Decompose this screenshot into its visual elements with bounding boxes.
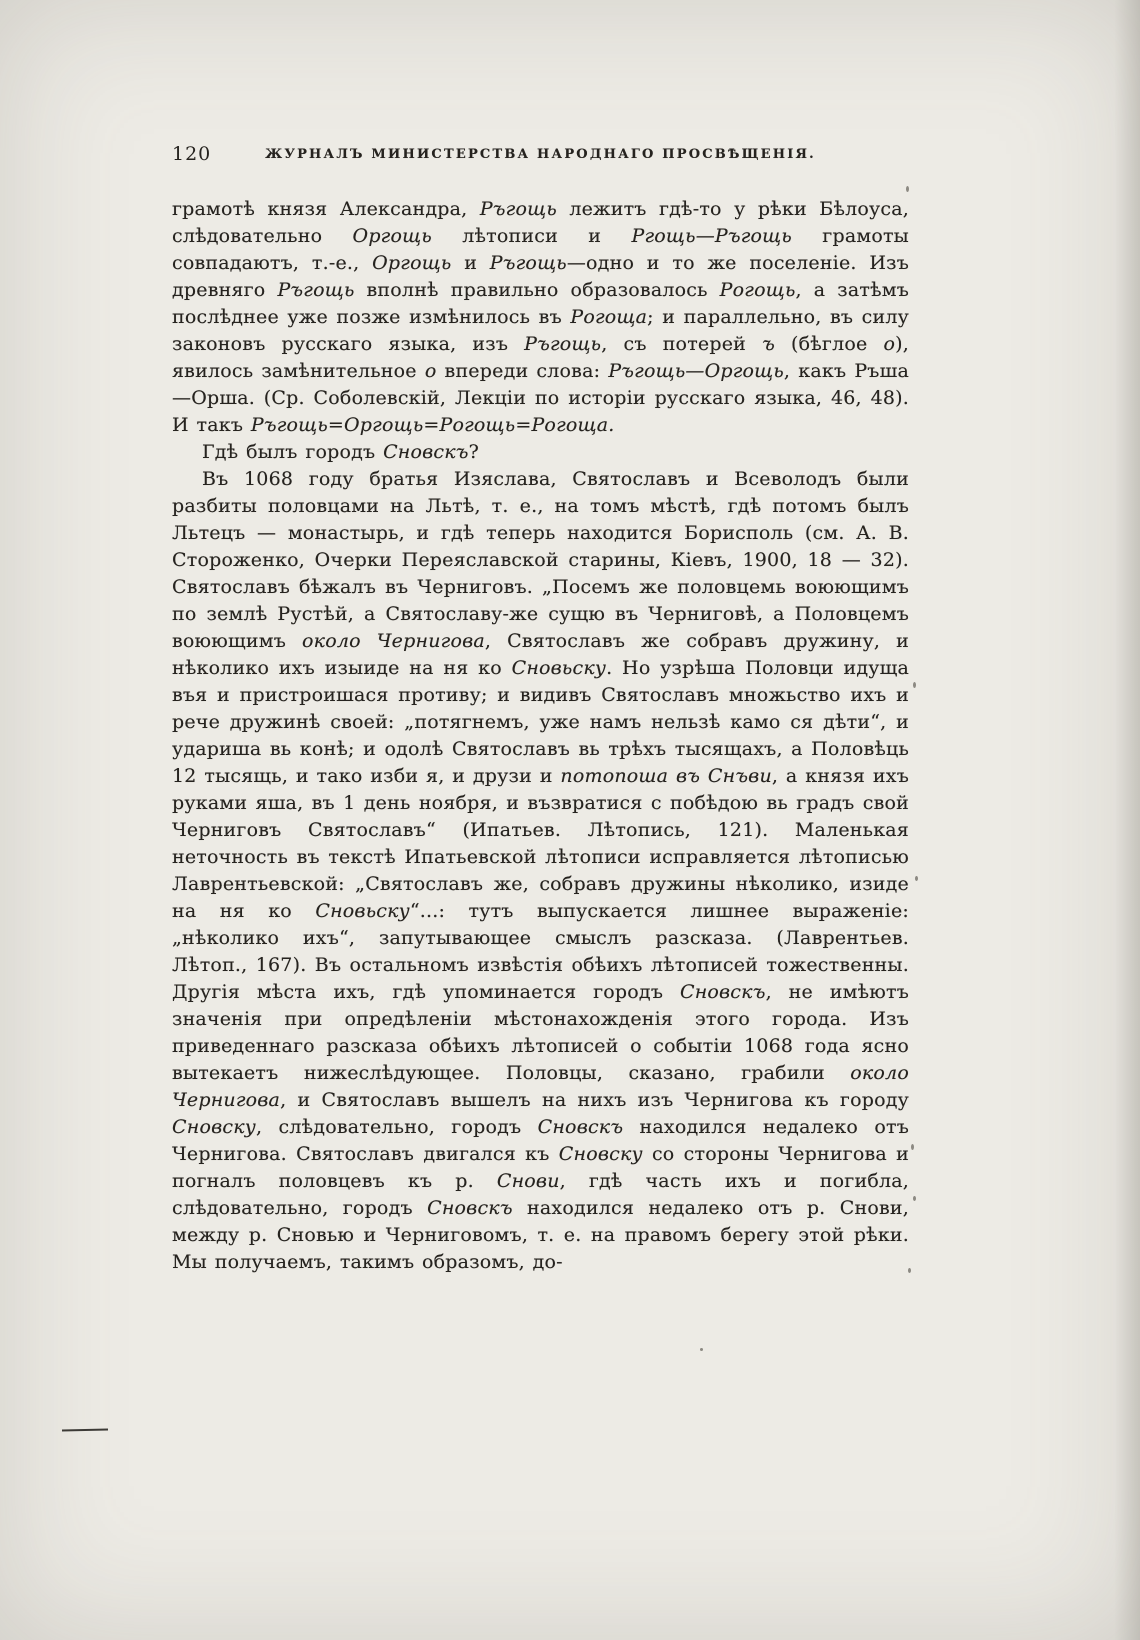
scan-speck (908, 1268, 911, 1273)
italic-text-run: Оргощь (372, 252, 452, 274)
text-run: со стороны Чернигова и погналъ половцевъ къ р. (172, 1143, 909, 1192)
scan-speck (915, 876, 918, 881)
body-text (172, 196, 909, 1276)
page-number: 120 (172, 143, 212, 165)
text-run: , какъ Ръша—Орша. (Ср. Соболевскій, Лекціи по исторіи русскаго языка, 46, 48). И такъ (172, 360, 909, 436)
text-run: “...: тутъ выпускается лишнее выраженіе: „нѣколико ихъ“, запутывающее смыслъ разсказа. (Лаврентьев. Лѣтоп., 167). Въ остальномъ извѣстія обѣихъ лѣтописей тожественны. Другія мѣста ихъ, гдѣ упоминается городъ (172, 900, 910, 1003)
text-run: грамотѣ князя Александра, (172, 198, 480, 220)
paragraph (172, 466, 909, 1276)
text-run: ? (468, 441, 480, 463)
italic-text-run: потопоша въ Снъви (560, 765, 772, 787)
italic-text-run: ъ (762, 333, 775, 355)
italic-text-run: Сновскъ (537, 1116, 624, 1138)
italic-text-run: Ргощь—Ръгощь (631, 225, 792, 247)
text-run: грамоты совпадаютъ, т.-е., (172, 225, 909, 274)
text-run: , слѣдовательно, городъ (255, 1116, 538, 1138)
paragraph (172, 196, 909, 439)
italic-text-run: Ръгощь—Оргощь (608, 360, 784, 382)
italic-text-run: Рогощь (719, 279, 796, 301)
italic-text-run: Ръгощь (479, 198, 557, 220)
italic-text-run: Ръгощь (277, 279, 355, 301)
italic-text-run: Рогоща (570, 306, 648, 328)
text-run: (бѣглое (774, 333, 884, 355)
italic-text-run: Сновскъ (679, 981, 766, 1003)
text-run: , не имѣютъ значенія при опредѣленіи мѣстонахожденія этого города. Изъ приведеннаго разсказа обѣихъ лѣтописей о событіи 1068 года ясно вытекаетъ нижеслѣдующее. Половцы, сказано, грабили (172, 981, 909, 1084)
scan-speck (913, 1196, 916, 1201)
scan-speck (913, 682, 916, 688)
italic-text-run: Оргощь (352, 225, 432, 247)
text-run: , съ потерей (601, 333, 763, 355)
italic-text-run: Ръгощь (524, 333, 602, 355)
scan-speck (700, 1348, 703, 1351)
text-run: лежитъ гдѣ-то у рѣки Бѣлоуса, слѣдовательно (172, 198, 909, 247)
scan-speck (906, 186, 909, 192)
text-run: —одно и то же поселеніе. Изъ древняго (172, 252, 909, 301)
text-run: , Святославъ же собравъ дружину, и нѣколико ихъ изыиде на ня ко (172, 630, 909, 679)
text-run: и (451, 252, 490, 274)
text-run: , а князя ихъ руками яша, въ 1 день ноября, и възвратися с побѣдою вь градъ свой Черниговъ Святославъ“ (Ипатьев. Лѣтопись, 121). Маленькая неточность въ текстѣ Ипатьевской лѣтописи исправляется лѣтописью Лаврентьевской: „Святославъ же, собравъ дружины нѣколико, изиде на ня ко (172, 765, 909, 922)
page-header (172, 142, 909, 168)
italic-text-run: Сновску (558, 1143, 643, 1165)
text-run: лѣтописи и (431, 225, 632, 247)
journal-title: ЖУРНАЛЪ МИНИСТЕРСТВА НАРОДНАГО ПРОСВѢЩЕНІЯ. (265, 147, 816, 162)
italic-text-run: Сновскъ (427, 1197, 513, 1219)
text-run: , и Святославъ вышелъ на нихъ изъ Чернигова къ городу (280, 1089, 909, 1111)
italic-text-run: Сновьску (511, 657, 607, 679)
text-run: вполнѣ правильно образовалось (354, 279, 720, 301)
text-run: впереди слова: (436, 360, 609, 382)
text-run: ), явилось замѣнительное (172, 333, 909, 382)
bottom-dash-mark (62, 1429, 108, 1432)
text-run: ; и параллельно, въ силу законовъ русскаго языка, изъ (172, 306, 909, 355)
italic-text-run: около Чернигова (302, 630, 485, 652)
italic-text-run: Ръгощь (489, 252, 567, 274)
italic-text-run: Сновьску (315, 900, 410, 922)
italic-text-run: Сновску (172, 1116, 256, 1138)
text-run: , гдѣ часть ихъ и погибла, слѣдовательно, городъ (172, 1170, 909, 1219)
text-run: находился недалеко отъ Чернигова. Святославъ двигался къ (172, 1116, 909, 1165)
italic-text-run: Сновскъ (383, 441, 469, 463)
italic-text-run: Снови (496, 1170, 560, 1192)
italic-text-run: о (883, 333, 896, 355)
italic-text-run: около Чернигова (172, 1062, 909, 1111)
text-run: находился недалеко отъ р. Снови, между р. Сновью и Черниговомъ, т. е. на правомъ берегу этой рѣки. Мы получаемъ, такимъ образомъ, до- (172, 1197, 909, 1273)
text-run: , а затѣмъ послѣднее уже позже измѣнилось въ (172, 279, 909, 328)
italic-text-run: о (424, 360, 437, 382)
text-run: Въ 1068 году братья Изяслава, Святославъ и Всеволодъ были разбиты половцами на Льтѣ, т. е., на томъ мѣстѣ, гдѣ потомъ былъ Льтецъ — монастырь, и гдѣ теперь находится Борисполь (см. А. В. Стороженко, Очерки Переяславской старины, Кіевъ, 1900, 18 — 32). Святославъ бѣжалъ въ Черниговъ. „Посемъ же половцемь воюющимъ по землѣ Рустѣй, а Святославу-же сущю въ Черниговѣ, а Половцемъ воюющимъ (172, 468, 909, 652)
text-run: . Но узрѣша Половци идуща въя и пристроишася противу; и видивъ Святославъ множьство ихъ и рече дружинѣ своей: „потягнемъ, уже намъ нельзѣ камо ся дѣти“, и удариша вь конѣ; и одолѣ Святославъ вь трѣхъ тысящахъ, а Половѣць 12 тысящь, и тако изби я, и друзи и (172, 657, 909, 787)
paragraph (172, 439, 909, 466)
scan-speck (911, 1144, 914, 1150)
text-run: Гдѣ былъ городъ (202, 441, 384, 463)
italic-text-run: Ръгощь=Оргощь=Рогощь=Рогоща. (250, 414, 615, 436)
